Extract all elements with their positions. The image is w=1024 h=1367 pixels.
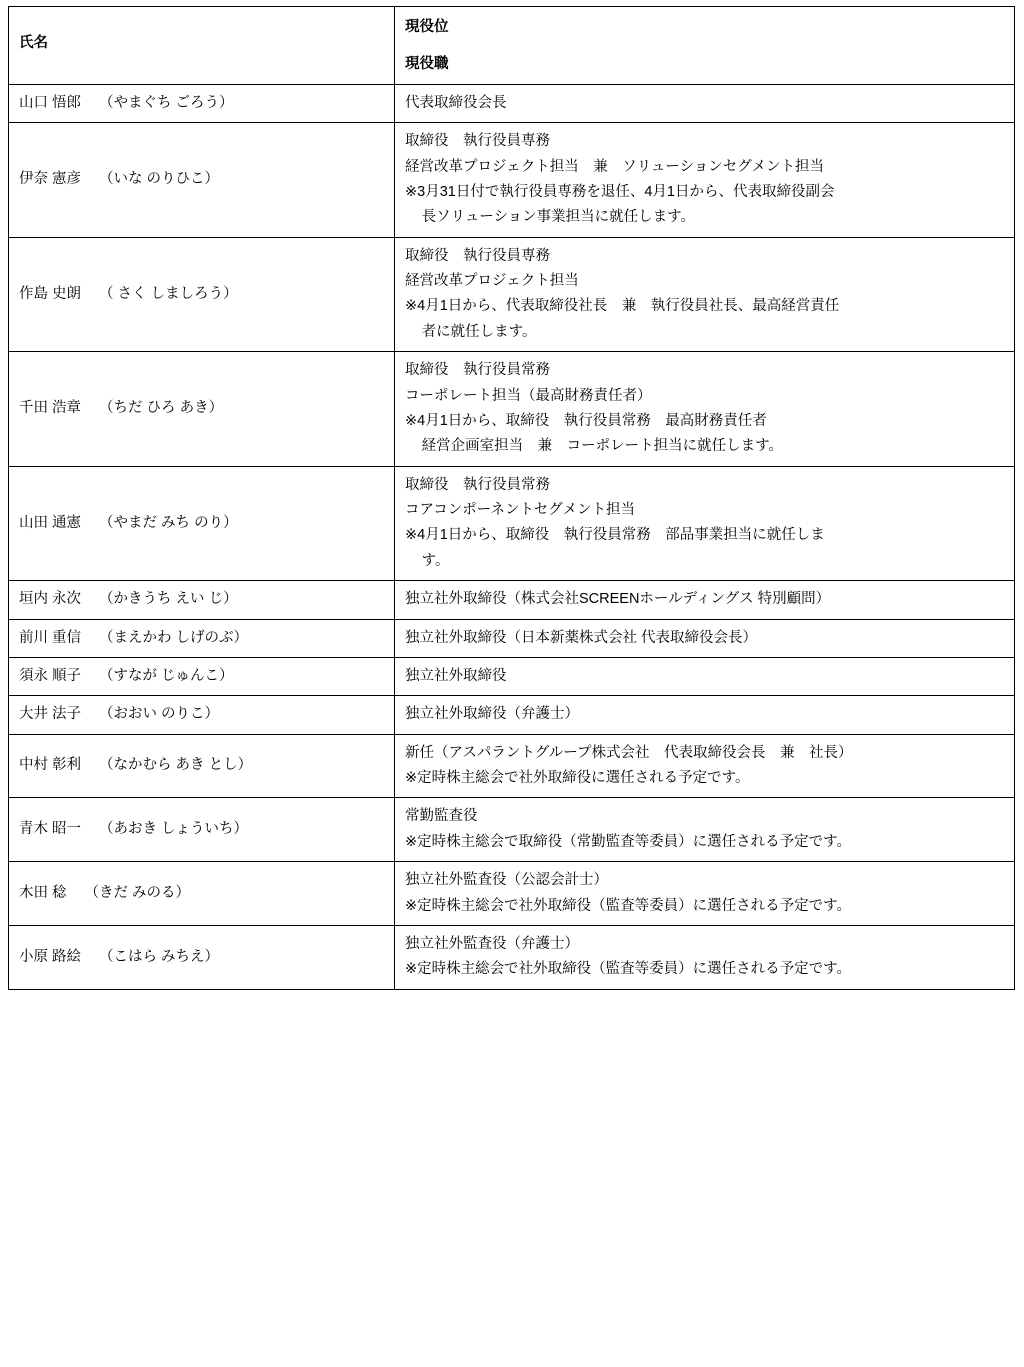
officer-name-kanji: 山田 通憲 bbox=[19, 514, 82, 531]
officer-position-cell bbox=[395, 862, 1015, 926]
officer-name-kana: （いな のりひこ） bbox=[99, 171, 220, 188]
table-row bbox=[9, 925, 1015, 989]
officer-name-kana: （やまだ みち のり） bbox=[99, 514, 238, 531]
officer-position-cell bbox=[395, 619, 1015, 657]
officer-name-kanji: 垣内 永次 bbox=[19, 591, 82, 608]
officer-name-kana: （こはら みちえ） bbox=[99, 948, 220, 965]
officer-position-cell bbox=[395, 734, 1015, 798]
officer-name-kanji: 木田 稔 bbox=[19, 884, 67, 901]
officer-position-line: 独立社外監査役（弁護士） bbox=[405, 935, 579, 952]
officer-name-cell bbox=[9, 352, 395, 467]
officer-name-kanji: 伊奈 憲彦 bbox=[19, 171, 82, 188]
officer-name-cell bbox=[9, 466, 395, 581]
officer-name-cell bbox=[9, 696, 395, 734]
officer-name-cell bbox=[9, 123, 395, 238]
column-header-position-line1: 現役位 bbox=[405, 19, 449, 35]
officer-position-line: 経営改革プロジェクト担当 兼 ソリューションセグメント担当 bbox=[405, 158, 825, 175]
officer-name-cell bbox=[9, 734, 395, 798]
officer-name-cell bbox=[9, 862, 395, 926]
officer-position-line: 新任（アスパラントグループ株式会社 代表取締役会長 兼 社長） bbox=[405, 744, 853, 761]
table-row bbox=[9, 352, 1015, 467]
officer-name-cell bbox=[9, 84, 395, 122]
officer-name-kanji: 青木 昭一 bbox=[19, 821, 82, 838]
table-row bbox=[9, 581, 1015, 619]
officer-position-line: 取締役 執行役員常務 bbox=[405, 476, 550, 493]
officer-name-kana: （やまぐち ごろう） bbox=[99, 94, 234, 111]
officer-name-kanji: 山口 悟郎 bbox=[19, 94, 82, 111]
officer-position-line: ※定時株主総会で社外取締役（監査等委員）に選任される予定です。 bbox=[405, 961, 851, 978]
table-row bbox=[9, 798, 1015, 862]
officer-position-cell bbox=[395, 925, 1015, 989]
officer-name-kana: （なかむら あき とし） bbox=[99, 757, 253, 774]
officer-position-line: 独立社外取締役 bbox=[405, 667, 507, 684]
officer-name-kana: （まえかわ しげのぶ） bbox=[99, 629, 249, 646]
officer-position-cell bbox=[395, 581, 1015, 619]
table-row bbox=[9, 862, 1015, 926]
officer-position-cell bbox=[395, 84, 1015, 122]
officer-name-kanji: 大井 法子 bbox=[19, 706, 82, 723]
officer-name-kana: （すなが じゅんこ） bbox=[99, 667, 234, 684]
officer-position-cell bbox=[395, 657, 1015, 695]
officer-position-line: 取締役 執行役員常務 bbox=[405, 362, 550, 379]
table-row bbox=[9, 657, 1015, 695]
officer-name-kana: （ さく しましろう） bbox=[99, 285, 238, 302]
officer-name-cell bbox=[9, 657, 395, 695]
officer-position-line: 取締役 執行役員専務 bbox=[405, 247, 550, 264]
officer-position-cell bbox=[395, 123, 1015, 238]
officer-name-kanji: 小原 路絵 bbox=[19, 948, 82, 965]
officer-position-line: ※4月1日から、代表取締役社長 兼 執行役員社長、最高経営責任 bbox=[405, 298, 840, 315]
officer-position-line: す。 bbox=[421, 552, 450, 569]
officer-position-cell bbox=[395, 237, 1015, 352]
officer-position-line: ※4月1日から、取締役 執行役員常務 部品事業担当に就任しま bbox=[405, 527, 825, 544]
officer-position-line: ※定時株主総会で社外取締役（監査等委員）に選任される予定です。 bbox=[405, 897, 851, 914]
officer-position-line: 独立社外取締役（株式会社SCREENホールディングス 特別顧問） bbox=[405, 591, 831, 608]
officer-name-kanji: 作島 史朗 bbox=[19, 285, 82, 302]
table-row bbox=[9, 619, 1015, 657]
officer-position-line: ※定時株主総会で社外取締役に選任される予定です。 bbox=[405, 770, 750, 786]
officer-name-cell bbox=[9, 581, 395, 619]
officer-name-cell bbox=[9, 798, 395, 862]
officer-position-line: コーポレート担当（最高財務責任者） bbox=[405, 387, 652, 404]
table-row bbox=[9, 466, 1015, 581]
officer-position-line: ※3月31日付で執行役員専務を退任、4月1日から、代表取締役副会 bbox=[405, 183, 835, 200]
column-header-position bbox=[395, 7, 1015, 85]
officer-name-cell bbox=[9, 619, 395, 657]
officer-table bbox=[8, 6, 1015, 990]
table-header bbox=[9, 7, 1015, 85]
table-body bbox=[9, 84, 1015, 989]
officer-position-line: 長ソリューション事業担当に就任します。 bbox=[421, 209, 695, 226]
officer-name-kanji: 須永 順子 bbox=[19, 667, 82, 684]
officer-name-kana: （きだ みのる） bbox=[84, 884, 191, 901]
officer-position-line: 経営企画室担当 兼 コーポレート担当に就任します。 bbox=[421, 438, 784, 455]
table-row bbox=[9, 734, 1015, 798]
officer-position-cell bbox=[395, 352, 1015, 467]
officer-position-line: 代表取締役会長 bbox=[405, 94, 507, 111]
officer-name-kanji: 千田 浩章 bbox=[19, 400, 82, 417]
table-row bbox=[9, 696, 1015, 734]
officer-position-cell bbox=[395, 798, 1015, 862]
column-header-name: 氏名 bbox=[9, 7, 395, 85]
officer-position-line: 取締役 執行役員専務 bbox=[405, 133, 550, 150]
officer-name-kanji: 前川 重信 bbox=[19, 629, 82, 646]
officer-position-line: ※4月1日から、取締役 執行役員常務 最高財務責任者 bbox=[405, 412, 767, 429]
officer-position-line: 者に就任します。 bbox=[421, 323, 537, 340]
table-header-row bbox=[9, 7, 1015, 85]
officer-position-line: ※定時株主総会で取締役（常勤監査等委員）に選任される予定です。 bbox=[405, 833, 851, 850]
officer-name-kana: （あおき しょういち） bbox=[99, 821, 249, 838]
officer-position-line: コアコンポーネントセグメント担当 bbox=[405, 502, 635, 518]
table-row bbox=[9, 84, 1015, 122]
table-row bbox=[9, 237, 1015, 352]
officer-name-kana: （かきうち えい じ） bbox=[99, 591, 238, 608]
officer-position-line: 常勤監査役 bbox=[405, 808, 478, 825]
officer-name-kana: （ちだ ひろ あき） bbox=[99, 400, 224, 417]
officer-position-line: 経営改革プロジェクト担当 bbox=[405, 273, 579, 289]
officer-position-cell bbox=[395, 466, 1015, 581]
officer-position-line: 独立社外取締役（日本新薬株式会社 代表取締役会長） bbox=[405, 629, 758, 646]
officer-position-line: 独立社外取締役（弁護士） bbox=[405, 706, 579, 723]
officer-name-kanji: 中村 彰利 bbox=[19, 757, 82, 774]
column-header-position-line2: 現役職 bbox=[405, 56, 449, 73]
officer-position-cell bbox=[395, 696, 1015, 734]
officer-name-cell bbox=[9, 925, 395, 989]
officer-position-line: 独立社外監査役（公認会計士） bbox=[405, 872, 608, 889]
officer-name-cell bbox=[9, 237, 395, 352]
table-row bbox=[9, 123, 1015, 238]
officer-name-kana: （おおい のりこ） bbox=[99, 706, 220, 723]
